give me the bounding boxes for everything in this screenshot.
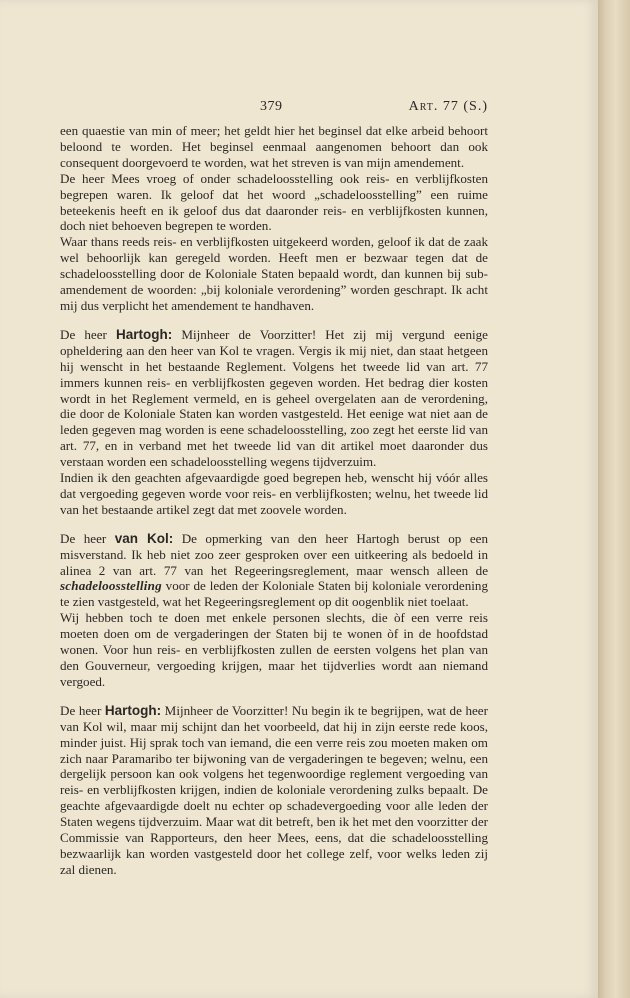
- speaker-name: Hartogh:: [116, 326, 173, 342]
- speech-lead: De heer: [60, 530, 115, 546]
- speech-text: Mijnheer de Voorzitter! Nu begin ik te begrijpen, wat de heer van Kol wil, maar mij schijnt dan het voorbeeld, dat hij in zijn eerste rede koos, minder juist. Hij sprak toch van iemand, die een verre reis zou moeten maken om zich naar Paramaribo ter bijwoning van de vergaderingen te begeven; welnu, een dergelijk persoon kan ook volgens het tegenwoordige reglement vergoeding van reis- en verblijfkosten krijgen, indien de koloniale verordening zulks bepaalt. De geachte afgevaardigde doelt nu echter op schadevergoeding voor alle leden der Staten wegens tijdverzuim. Maar wat dit betreft, ben ik het met den voorzitter der Commissie van Rapporteurs, den heer Mees, eens, dat die schadeloosstelling bezwaarlijk kan worden vastgesteld door het college zelf, voor welks leden zij zal dienen.: [60, 702, 488, 877]
- running-head: [409, 99, 488, 115]
- paragraph: een quaestie van min of meer; het geldt hier het beginsel dat elke arbeid behoort beloond te worden. Het beginsel eenmaal aangenomen behoort dan ook consequent doorgevoerd te worden, wat het streven is van mijn amendement.: [60, 123, 488, 170]
- paragraph: Waar thans reeds reis- en verblijfkosten uitgekeerd worden, geloof ik dat de zaak wel behoorlijk kan geregeld worden. Heeft men er bezwaar tegen dat de schadeloosstelling door de Koloniale Staten bepaald wordt, dan kunnen bij sub-amendement de woorden: „bij koloniale verordening” worden geschrapt. Ik acht mij dus verplicht het amendement te handhaven.: [60, 234, 488, 313]
- speaker-name: van Kol:: [114, 530, 174, 546]
- paragraph: Indien ik den geachten afgevaardigde goed begrepen heb, wenscht hij vóór alles dat vergoeding gegeven worde voor reis- en verblijfkosten; welnu, het tweede lid van het bestaande artikel zegt dat met zoovele worden.: [60, 470, 488, 517]
- speech-lead: De heer: [60, 702, 105, 718]
- page-header: [60, 99, 488, 119]
- speech-hartogh-1: [60, 327, 488, 470]
- speech-lead: De heer: [60, 326, 117, 342]
- running-head-number: 77 (S.): [438, 99, 488, 114]
- running-head-art: Art.: [408, 99, 439, 114]
- speech-hartogh-2: [60, 703, 488, 878]
- speech-text: voor de leden der Koloniale Staten bij koloniale verordening te zien vastgesteld, wat het Regeeringsreglement op dit oogenblik niet toelaat.: [60, 578, 488, 610]
- emphasized-word: schadeloosstelling: [60, 578, 162, 594]
- speaker-name: Hartogh:: [104, 702, 162, 718]
- body-text: [60, 123, 488, 878]
- paragraph: Wij hebben toch te doen met enkele personen slechts, die òf een verre reis moeten doen om de vergaderingen der Staten bij te wonen òf in de hoofdstad wonen. Voor hun reis- en verblijfkosten zullen de eersten volgens het plan van den Gouverneur, vergoeding krijgen, maar het tijdverlies wordt aan niemand vergoed.: [60, 610, 488, 689]
- page-number: 379: [260, 99, 283, 114]
- paragraph: De heer Mees vroeg of onder schadeloosstelling ook reis- en verblijfkosten begrepen waren. Ik geloof dat het woord „schadeloosstelling” een ruime beteekenis heeft en ik geloof dus dat daaronder reis- en verblijfkosten kunnen, doch niet behoeven begrepen te worden.: [60, 170, 488, 234]
- speech-van-kol: [60, 531, 488, 611]
- book-spine-edge: [598, 0, 630, 998]
- speech-text: De opmerking van den heer Hartogh berust op een misverstand. Ik heb niet zoo zeer gesproken over een uitkeering als bedoeld in alinea 2 van art. 77 van het Regeeringsreglement, maar wensch alleen de: [60, 530, 488, 578]
- speech-text: Mijnheer de Voorzitter! Het zij mij vergund eenige opheldering aan den heer van Kol te vragen. Vergis ik mij niet, dan staat hetgeen hij wenscht in het bestaande Reglement. Volgens het tweede lid van art. 77 immers kunnen reis- en verblijfkosten gegeven worden. Het bedrag dier kosten wordt in het Reglement vermeld, en is geheel overgelaten aan de verordening, die door de Koloniale Staten kan worden vastgesteld. Het eenige wat niet aan de leden gegeven mag worden is eene schadeloosstelling, zoo zegt het eerste lid van art. 77, en in verband met het tweede lid van dit artikel moet daaronder dus verstaan worden een schadeloosstelling wegens tijdverzuim.: [60, 326, 488, 470]
